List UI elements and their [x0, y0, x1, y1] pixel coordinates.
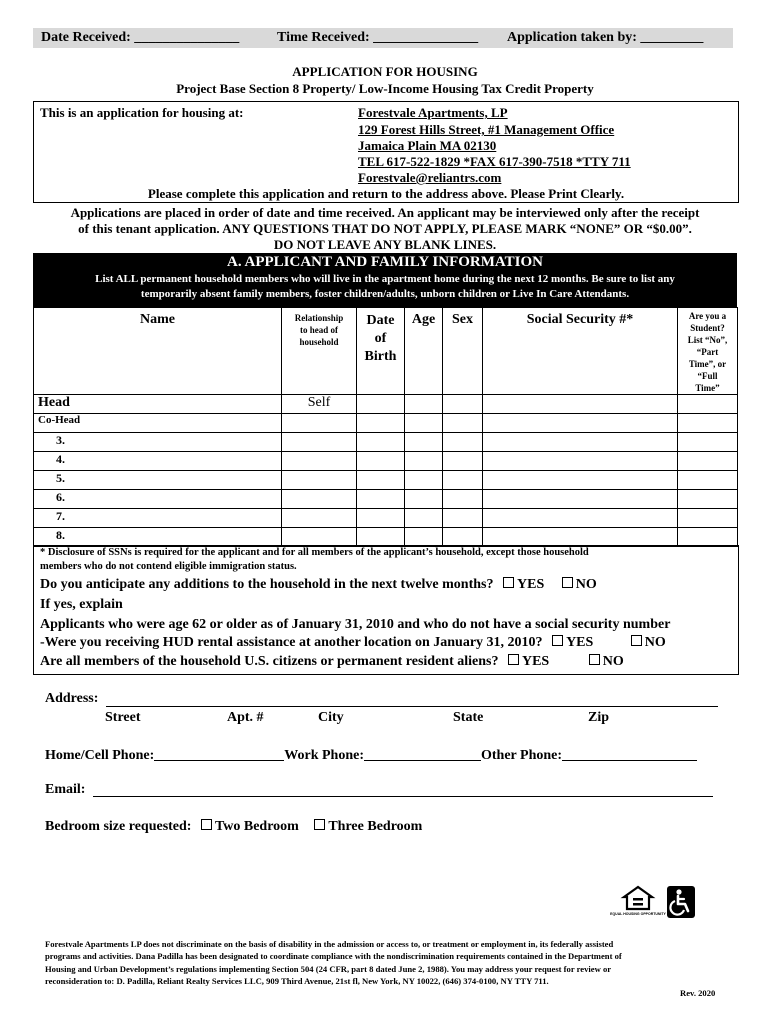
table-cell[interactable]: [357, 452, 405, 471]
col-name-header: Name: [34, 308, 282, 395]
table-cell[interactable]: [282, 452, 357, 471]
table-row: [34, 490, 738, 509]
address-label: Address:: [45, 691, 99, 706]
street-label: Street: [105, 710, 141, 725]
additions-no-checkbox[interactable]: [562, 577, 573, 588]
hud-no-checkbox[interactable]: [631, 635, 642, 646]
notice-line-2: of this tenant application. ANY QUESTIONS THAT DO NOT APPLY, PLEASE MARK “NONE” OR “$0.00”.: [78, 221, 692, 236]
table-cell[interactable]: [282, 471, 357, 490]
table-cell[interactable]: [443, 528, 483, 547]
received-bar: [33, 28, 733, 48]
ssn-note-2: members who do not contend eligible immigration status.: [40, 561, 297, 572]
accessibility-logo: [667, 886, 695, 918]
table-cell[interactable]: [405, 395, 443, 414]
taken-by-field[interactable]: Application taken by: _________: [507, 30, 704, 45]
property-street: 129 Forest Hills Street, #1 Management Office: [358, 122, 615, 137]
work-phone-input[interactable]: [364, 746, 481, 761]
form-title: APPLICATION FOR HOUSING: [292, 64, 478, 79]
table-cell[interactable]: [405, 490, 443, 509]
questions-box: [33, 545, 739, 675]
table-cell[interactable]: [443, 433, 483, 452]
table-row: [34, 433, 738, 452]
apt-label: Apt. #: [227, 710, 264, 725]
hud-question: -Were you receiving HUD rental assistance at another location on January 31, 2010? YES NO: [40, 635, 666, 650]
row-number[interactable]: 6.: [34, 490, 282, 509]
table-header-row: [34, 308, 738, 395]
email-label: Email:: [45, 782, 86, 797]
table-row: [34, 509, 738, 528]
col-student-header: Are you a Student? List “No”, “Part Time”, or “Full Time”: [678, 308, 738, 395]
date-received-field[interactable]: Date Received: _______________: [41, 30, 240, 45]
table-cell[interactable]: [483, 528, 678, 547]
table-cell[interactable]: [678, 509, 738, 528]
household-table: [33, 307, 738, 547]
col-age-header: Age: [405, 308, 443, 395]
table-cell[interactable]: [443, 452, 483, 471]
table-cell[interactable]: [357, 395, 405, 414]
notice-line-3: DO NOT LEAVE ANY BLANK LINES.: [273, 237, 497, 252]
row-number[interactable]: 3.: [34, 433, 282, 452]
table-row: [34, 471, 738, 490]
row-cohead-label[interactable]: Co-Head: [34, 414, 282, 433]
wheelchair-icon: [667, 886, 695, 918]
col-relationship-header: Relationship to head of household: [282, 308, 357, 395]
table-cell[interactable]: [678, 433, 738, 452]
table-cell[interactable]: [483, 471, 678, 490]
notice-line-1: Applications are placed in order of date and time received. An applicant may be interviewed only after the receipt: [70, 205, 700, 220]
table-cell[interactable]: [357, 471, 405, 490]
section-a-desc-2: temporarily absent family members, foster children/adults, unborn children or Live In Care Attendants.: [140, 288, 630, 300]
zip-label: Zip: [588, 710, 610, 725]
home-phone-input[interactable]: [154, 746, 284, 761]
table-cell[interactable]: [443, 414, 483, 433]
table-cell[interactable]: [483, 509, 678, 528]
table-cell[interactable]: [282, 414, 357, 433]
table-cell[interactable]: [483, 452, 678, 471]
table-cell[interactable]: [357, 528, 405, 547]
ssn-note-1: * Disclosure of SSNs is required for the applicant and for all members of the applicant’s household, except those household: [40, 547, 589, 558]
table-cell[interactable]: [483, 433, 678, 452]
table-cell[interactable]: [357, 414, 405, 433]
table-cell[interactable]: [282, 528, 357, 547]
table-cell[interactable]: [678, 490, 738, 509]
hud-yes-checkbox[interactable]: [552, 635, 563, 646]
phone-row: Home/Cell Phone: Work Phone: Other Phone:: [45, 746, 697, 764]
table-cell[interactable]: [282, 433, 357, 452]
additions-question: Do you anticipate any additions to the household in the next twelve months? YES NO: [40, 577, 597, 592]
age62-question: Applicants who were age 62 or older as of January 31, 2010 and who do not have a social security number: [40, 617, 671, 632]
table-cell[interactable]: [443, 490, 483, 509]
table-cell[interactable]: [443, 509, 483, 528]
row-number[interactable]: 8.: [34, 528, 282, 547]
two-bedroom-checkbox[interactable]: [201, 819, 212, 830]
col-dob-header: Date of Birth: [357, 308, 405, 395]
table-cell[interactable]: [678, 395, 738, 414]
citizen-question: Are all members of the household U.S. citizens or permanent resident aliens? YES NO: [40, 654, 624, 669]
table-cell[interactable]: [483, 414, 678, 433]
table-cell[interactable]: [282, 490, 357, 509]
table-cell[interactable]: [678, 414, 738, 433]
table-cell[interactable]: [357, 433, 405, 452]
row-number[interactable]: 4.: [34, 452, 282, 471]
table-cell[interactable]: [483, 395, 678, 414]
state-label: State: [453, 710, 484, 725]
table-cell[interactable]: [357, 490, 405, 509]
table-cell[interactable]: [483, 490, 678, 509]
email-input[interactable]: [93, 796, 713, 797]
table-cell[interactable]: [405, 452, 443, 471]
other-phone-input[interactable]: [562, 746, 697, 761]
table-cell[interactable]: [405, 433, 443, 452]
table-cell[interactable]: [678, 471, 738, 490]
property-intro: This is an application for housing at:: [40, 105, 244, 120]
explain-field[interactable]: If yes, explain: [40, 597, 123, 612]
table-cell[interactable]: [405, 528, 443, 547]
table-cell[interactable]: [443, 395, 483, 414]
section-a-header: [33, 253, 737, 307]
table-row: [34, 528, 738, 547]
row-number[interactable]: 7.: [34, 509, 282, 528]
table-cell[interactable]: [678, 452, 738, 471]
row-number[interactable]: 5.: [34, 471, 282, 490]
table-row: [34, 452, 738, 471]
table-row: [34, 414, 738, 433]
table-cell[interactable]: [405, 414, 443, 433]
property-instruction: Please complete this application and return to the address above. Please Print Clearly.: [147, 186, 625, 201]
nondiscrimination-footer: Forestvale Apartments LP does not discriminate on the basis of disability in the admission or access to, or treatment or employment in, its federally assisted programs and activities. Dana Padilla has been designated to coordinate compliance with the nondiscrimination requirements contained in the Department of Housing and Urban Development’s regulations implementing Section 504 (24 CFR, part 8 dated June 2, 1988). You may address your request for review or reconsideration to: D. Padilla, Reliant Realty Services LLC, 909 Third Avenue, 21st fl, New York, NY 10022, (646) 374-0100, NY TTY 711.: [45, 939, 622, 987]
property-city: Jamaica Plain MA 02130: [358, 138, 497, 153]
table-cell[interactable]: [443, 471, 483, 490]
revision-label: Rev. 2020: [680, 988, 716, 998]
time-received-field[interactable]: Time Received: _______________: [277, 30, 479, 45]
svg-text:EQUAL HOUSING OPPORTUNITY: EQUAL HOUSING OPPORTUNITY: [610, 912, 666, 916]
property-name: Forestvale Apartments, LP: [358, 105, 508, 120]
address-input[interactable]: [106, 706, 718, 707]
citizen-yes-checkbox[interactable]: [508, 654, 519, 665]
equal-housing-icon: [610, 885, 666, 917]
table-cell[interactable]: [678, 528, 738, 547]
bedroom-row: Bedroom size requested: Two Bedroom Three Bedroom: [45, 819, 423, 834]
table-row: [34, 395, 738, 414]
section-a-title: A. APPLICANT AND FAMILY INFORMATION: [227, 254, 543, 270]
col-sex-header: Sex: [443, 308, 483, 395]
table-cell[interactable]: [357, 509, 405, 528]
citizen-no-checkbox[interactable]: [589, 654, 600, 665]
property-box: [33, 101, 739, 203]
col-ssn-header: Social Security #*: [483, 308, 678, 395]
row-head-relationship[interactable]: Self: [282, 395, 357, 414]
additions-yes-checkbox[interactable]: [503, 577, 514, 588]
row-head-label[interactable]: Head: [34, 395, 282, 414]
property-email[interactable]: Forestvale@reliantrs.com: [358, 170, 502, 185]
table-cell[interactable]: [405, 471, 443, 490]
property-phones: TEL 617-522-1829 *FAX 617-390-7518 *TTY 711: [358, 154, 631, 169]
equal-housing-logo: [610, 885, 666, 917]
form-subtitle: Project Base Section 8 Property/ Low-Income Housing Tax Credit Property: [176, 81, 594, 96]
table-cell[interactable]: [282, 509, 357, 528]
three-bedroom-checkbox[interactable]: [314, 819, 325, 830]
table-cell[interactable]: [405, 509, 443, 528]
city-label: City: [318, 710, 344, 725]
section-a-desc-1: List ALL permanent household members who will live in the apartment home during the next 12 months. Be sure to list any: [95, 273, 675, 285]
